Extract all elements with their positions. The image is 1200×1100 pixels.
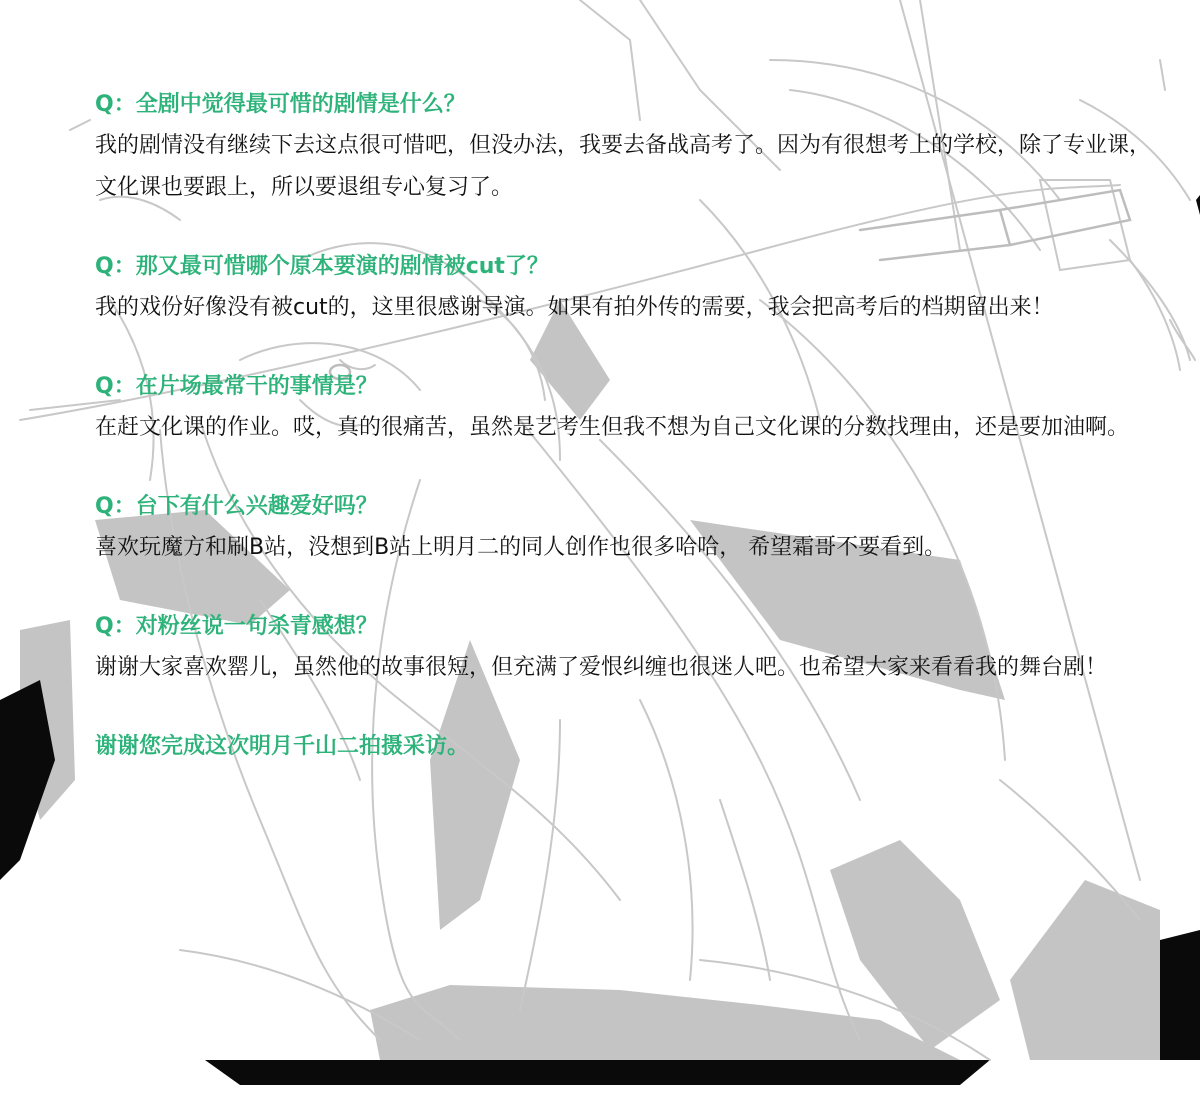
qa-block-4 bbox=[95, 487, 1155, 569]
answer-paragraph: 在赶文化课的作业。哎，真的很痛苦，虽然是艺考生但我不想为自己文化课的分数找理由，还是要加油啊。 bbox=[95, 415, 1130, 440]
question-heading: Q：对粉丝说一句杀青感想？ bbox=[95, 614, 378, 639]
closing-thanks: 谢谢您完成这次明月千山二拍摄采访。 bbox=[95, 734, 470, 759]
qa-block-1 bbox=[95, 85, 1155, 209]
question-heading: Q：全剧中觉得最可惜的剧情是什么？ bbox=[95, 92, 466, 117]
question-heading: Q：台下有什么兴趣爱好吗？ bbox=[95, 494, 378, 519]
answer-paragraph: 喜欢玩魔方和刷B站，没想到B站上明月二的同人创作也很多哈哈， 希望霜哥不要看到。 bbox=[95, 535, 947, 560]
qa-block-5 bbox=[95, 607, 1155, 689]
question-heading: Q：那又最可惜哪个原本要演的剧情被cut了？ bbox=[95, 254, 549, 279]
qa-block-2 bbox=[95, 247, 1155, 329]
interview-content bbox=[95, 85, 1155, 767]
qa-block-3 bbox=[95, 367, 1155, 449]
question-heading: Q：在片场最常干的事情是？ bbox=[95, 374, 378, 399]
answer-paragraph: 谢谢大家喜欢罂儿，虽然他的故事很短，但充满了爱恨纠缠也很迷人吧。也希望大家来看看我的舞台剧！ bbox=[95, 655, 1108, 680]
answer-paragraph: 我的剧情没有继续下去这点很可惜吧，但没办法，我要去备战高考了。因为有很想考上的学校，除了专业课，文化课也要跟上，所以要退组专心复习了。 bbox=[95, 133, 1152, 200]
answer-paragraph: 我的戏份好像没有被cut的，这里很感谢导演。如果有拍外传的需要，我会把高考后的档期留出来！ bbox=[95, 295, 1054, 320]
